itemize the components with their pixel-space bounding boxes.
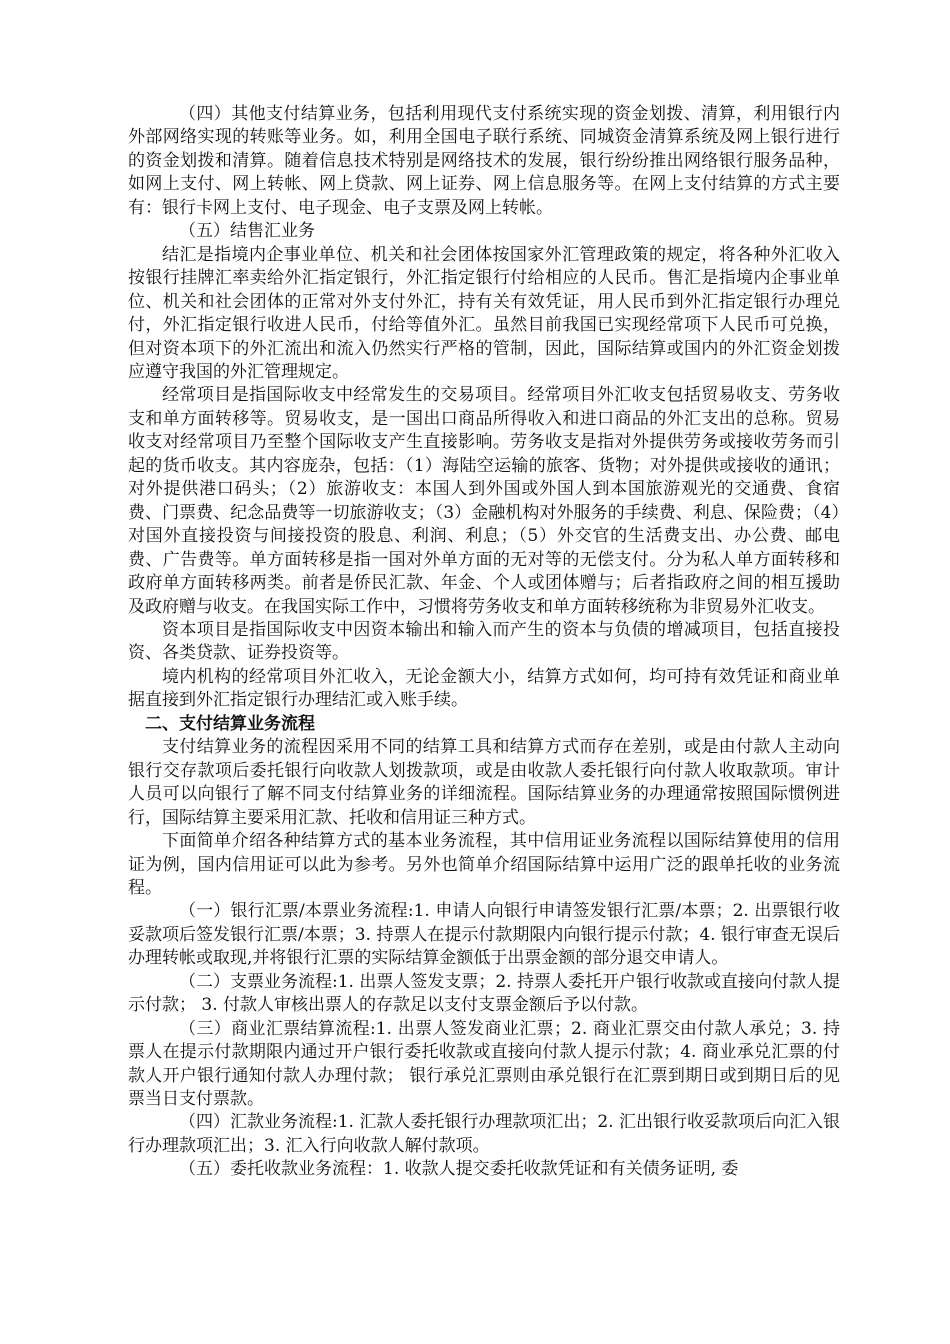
- section-heading: 二、支付结算业务流程: [145, 713, 315, 734]
- paragraph-check-flow: （二）支票业务流程:1. 出票人签发支票；2. 持票人委托开户银行收款或直接向付款人提示付款； 3. 付款人审核出票人的存款足以支付支票金额后予以付款。: [128, 971, 840, 1016]
- paragraph-process-overview: 下面简单介绍各种结算方式的基本业务流程，其中信用证业务流程以国际结算使用的信用证为例，国内信用证可以此为参考。另外也简单介绍国际结算中运用广泛的跟单托收的业务流程。: [128, 831, 840, 898]
- paragraph-capital-account: 资本项目是指国际收支中因资本输出和输入而产生的资本与负债的增减项目，包括直接投资、各类贷款、证券投资等。: [128, 619, 840, 664]
- paragraph-fx-settlement: 结汇是指境内企事业单位、机关和社会团体按国家外汇管理政策的规定，将各种外汇收入按银行挂牌汇率卖给外汇指定银行，外汇指定银行付给相应的人民币。售汇是指境内企事业单位、机关和社会团体的正常对外支付外汇，持有关有效凭证，用人民币到外汇指定银行办理兑付，外汇指定银行收进人民币，付给等值外汇。虽然目前我国已实现经常项下人民币可兑换，但对资本项下的外汇流出和流入仍然实行严格的管制，因此，国际结算或国内的外汇资金划拨应遵守我国的外汇管理规定。: [128, 244, 840, 382]
- paragraph-domestic-institutions: 境内机构的经常项目外汇收入，无论金额大小，结算方式如何，均可持有效凭证和商业单据直接到外汇指定银行办理结汇或入账手续。: [128, 666, 840, 711]
- paragraph-other-settlement: （四）其他支付结算业务，包括利用现代支付系统实现的资金划拨、清算，利用银行内外部网络实现的转账等业务。如，利用全国电子联行系统、同城资金清算系统及网上银行进行的资金划拨和清算。随着信息技术特别是网络技术的发展，银行纷纷推出网络银行服务品种，如网上支付、网上转帐、网上贷款、网上证券、网上信息服务等。在网上支付结算的方式主要有：银行卡网上支付、电子现金、电子支票及网上转帐。: [128, 104, 840, 218]
- paragraph-current-account: 经常项目是指国际收支中经常发生的交易项目。经常项目外汇收支包括贸易收支、劳务收支和单方面转移等。贸易收支，是一国出口商品所得收入和进口商品的外汇支出的总称。贸易收支对经常项目乃至整个国际收支产生直接影响。劳务收支是指对外提供劳务或接收劳务而引起的货币收支。其内容庞杂，包括：（1）海陆空运输的旅客、货物；对外提供或接收的通讯；对外提供港口码头；（2）旅游收支：本国人到外国或外国人到本国旅游观光的交通费、食宿费、门票费、纪念品费等一切旅游收支；（3）金融机构对外服务的手续费、利息、保险费；（4）对国外直接投资与间接投资的股息、利润、利息；（5）外交官的生活费支出、办公费、邮电费、广告费等。单方面转移是指一国对外单方面的无对等的无偿支付。分为私人单方面转移和政府单方面转移两类。前者是侨民汇款、年金、个人或团体赠与；后者指政府之间的相互援助及政府赠与收支。在我国实际工作中，习惯将劳务收支和单方面转移统称为非贸易外汇收支。: [128, 385, 840, 617]
- paragraph-commercial-draft-flow: （三）商业汇票结算流程:1. 出票人签发商业汇票；2. 商业汇票交由付款人承兑；3. 持票人在提示付款期限内通过开户银行委托收款或直接向付款人提示付款；4. 商业承兑汇票的付款人开户银行通知付款人办理付款； 银行承兑汇票则由承兑银行在汇票到期日或到期日后的见票当日支付票款。: [128, 1018, 840, 1110]
- paragraph-remittance-flow: （四）汇款业务流程:1. 汇款人委托银行办理款项汇出；2. 汇出银行收妥款项后向汇入银行办理款项汇出；3. 汇入行向收款人解付款项。: [128, 1112, 840, 1156]
- document-page: [128, 103, 840, 1182]
- paragraph-process-intro: 支付结算业务的流程因采用不同的结算工具和结算方式而存在差别，或是由付款人主动向银行交存款项后委托银行向收款人划拨款项，或是由收款人委托银行向付款人收取款项。审计人员可以向银行了解不同支付结算业务的详细流程。国际结算业务的办理通常按照国际惯例进行，国际结算主要采用汇款、托收和信用证三种方式。: [128, 737, 840, 828]
- paragraph-collection-flow: （五）委托收款业务流程：1. 收款人提交委托收款凭证和有关债务证明, 委: [179, 1159, 739, 1180]
- paragraph-fx-heading: （五）结售汇业务: [179, 221, 315, 242]
- paragraph-bank-draft-flow: （一）银行汇票/本票业务流程:1. 申请人向银行申请签发银行汇票/本票；2. 出票银行收妥款项后签发银行汇票/本票；3. 持票人在提示付款期限内向银行提示付款；4. 银行审查无误后办理转帐或取现,并将银行汇票的实际结算金额低于出票金额的部分退交申请人。: [128, 901, 840, 969]
